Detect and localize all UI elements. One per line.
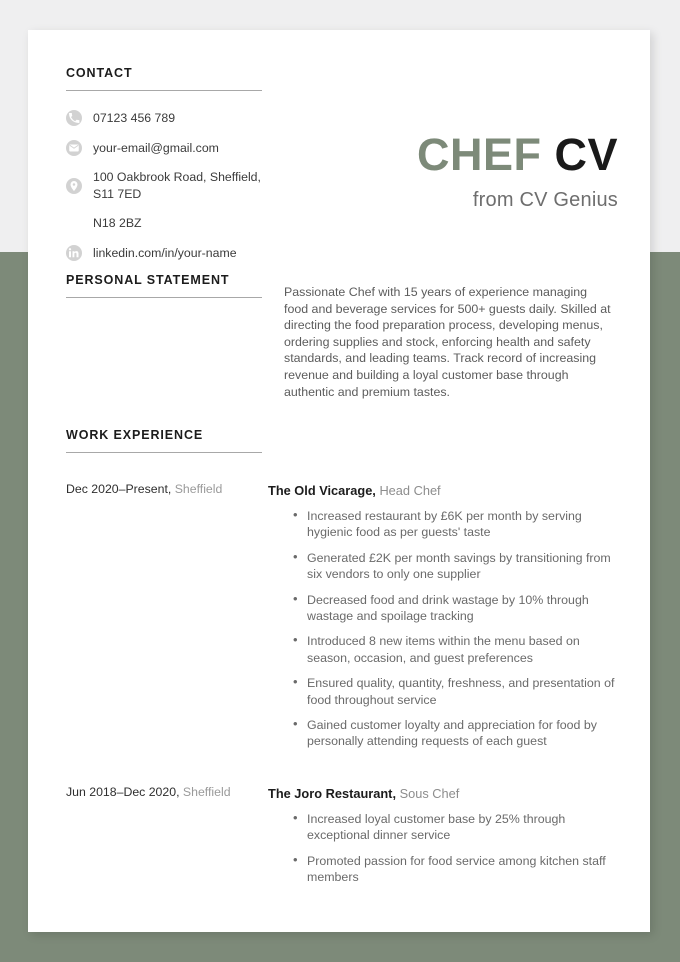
job-2-dates: Jun 2018–Dec 2020, (66, 785, 180, 799)
contact-item-linkedin[interactable] (66, 245, 276, 262)
list-item: • Promoted passion for food service among kitchen staff members (268, 853, 618, 886)
job-2-company: The Joro Restaurant, (268, 786, 396, 801)
contact-item-phone (66, 110, 276, 127)
page-title-accent: CHEF (416, 129, 542, 180)
job-1-role: Head Chef (379, 483, 441, 498)
job-2-location: Sheffield (182, 785, 231, 799)
contact-email-value: your-email@gmail.com (93, 140, 219, 155)
contact-postcode-value: N18 2BZ (93, 216, 142, 230)
contact-address-value: 100 Oakbrook Road, Sheffield, S11 7ED (93, 170, 261, 201)
personal-statement-section (66, 273, 276, 298)
job-1-company: The Old Vicarage, (268, 483, 376, 498)
job-2-bullets (268, 811, 618, 886)
page-subtitle: from CV Genius (472, 189, 618, 211)
page-title-dark: CV (554, 129, 618, 180)
contact-item-address (66, 169, 276, 202)
job-2-header (268, 785, 618, 802)
contact-item-postcode (66, 215, 276, 232)
list-item: • Ensured quality, quantity, freshness, and presentation of food throughout service (268, 675, 618, 708)
contact-linkedin-value: linkedin.com/in/your-name (93, 245, 237, 260)
job-2-role: Sous Chef (399, 786, 460, 801)
personal-statement-rule (66, 297, 262, 298)
list-item: • Gained customer loyalty and appreciation for food by personally attending requests of each guest (268, 717, 618, 750)
contact-heading-rule (66, 90, 262, 91)
contact-phone-value: 07123 456 789 (93, 111, 176, 125)
contact-list (66, 110, 276, 261)
job-1-location: Sheffield (174, 482, 223, 496)
list-item: • Decreased food and drink wastage by 10% through wastage and spoilage tracking (268, 592, 618, 625)
work-experience-section (66, 428, 276, 453)
personal-statement-heading: PERSONAL STATEMENT (66, 273, 230, 287)
email-icon (66, 140, 82, 156)
phone-icon (66, 110, 82, 126)
job-date-1 (66, 482, 271, 496)
job-entry-2 (268, 785, 618, 895)
cv-document-page (28, 30, 650, 932)
job-1-header (268, 482, 618, 499)
job-1-dates: Dec 2020–Present, (66, 482, 172, 496)
work-experience-heading: WORK EXPERIENCE (66, 428, 204, 442)
personal-statement-body: Passionate Chef with 15 years of experience managing food and beverage services for 500+ guests daily. Skilled at directing the food preparation process, developing menus, ordering supplies and stock, enforcing health and safety standards, and leading teams. Track record of increasing revenue and building a loyal customer base through authentic and premium tastes. (284, 285, 611, 399)
job-date-2 (66, 785, 271, 799)
list-item: • Introduced 8 new items within the menu based on season, occasion, and guest preferences (268, 633, 618, 666)
location-pin-icon (66, 178, 82, 194)
page-title (328, 130, 618, 180)
linkedin-icon (66, 245, 82, 261)
contact-section (66, 66, 276, 274)
job-1-bullets (268, 508, 618, 750)
cv-title-block (328, 130, 618, 212)
list-item: • Generated £2K per month savings by transitioning from six vendors to only one supplier (268, 550, 618, 583)
contact-heading: CONTACT (66, 66, 133, 80)
list-item: • Increased restaurant by £6K per month by serving hygienic food as per guests' taste (268, 508, 618, 541)
contact-item-email (66, 140, 276, 157)
work-experience-rule (66, 452, 262, 453)
list-item: • Increased loyal customer base by 25% through exceptional dinner service (268, 811, 618, 844)
job-entry-1 (268, 482, 618, 759)
